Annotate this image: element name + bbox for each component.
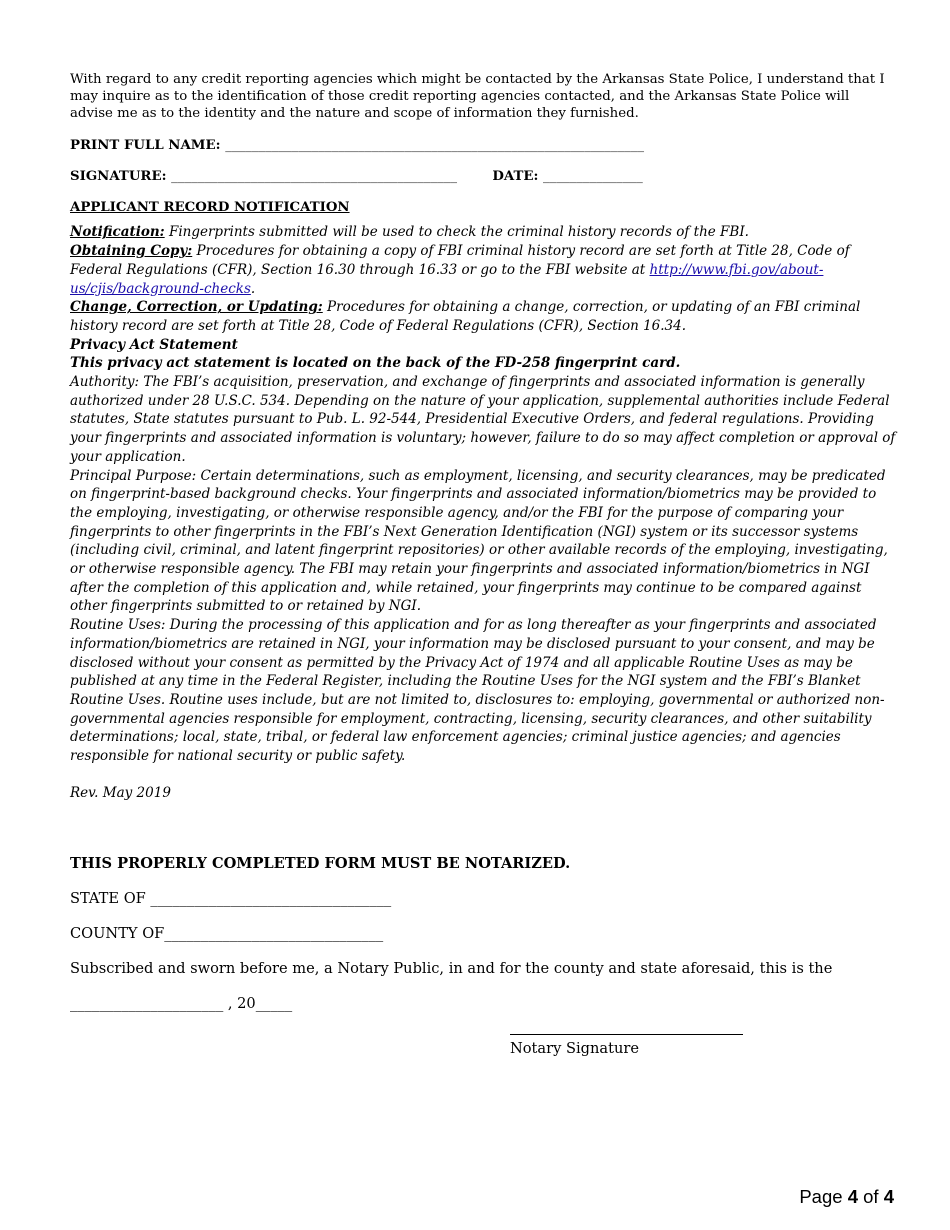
revision-date: Rev. May 2019 — [70, 784, 171, 801]
page-total: 4 — [883, 1186, 894, 1207]
state-of-field[interactable]: STATE OF _________________________________ — [70, 889, 392, 907]
change-correction-text: Procedures for obtaining a change, correction, or updating of an FBI criminal history record are set forth at Title 28, Code of Federal Regulations (CFR), Section 16.34. — [70, 299, 861, 334]
obtaining-copy-end: . — [250, 280, 256, 297]
notary-signature-line[interactable] — [510, 1034, 743, 1035]
notification-paragraph — [70, 223, 896, 242]
page-prefix: Page — [799, 1186, 848, 1207]
notary-date-field[interactable]: _____________________ , 20_____ — [70, 994, 293, 1012]
county-of-field[interactable]: COUNTY OF______________________________ — [70, 924, 384, 942]
print-full-name-row — [70, 138, 896, 153]
signature-line[interactable]: ___________________________________________ — [171, 169, 458, 185]
change-correction-label: Change, Correction, or Updating: — [70, 299, 323, 316]
fbi-background-checks-link[interactable]: http://www.fbi.gov/about-us/cjis/background-checks — [70, 261, 824, 297]
page-current: 4 — [847, 1186, 858, 1207]
notary-signature-block — [510, 1034, 743, 1057]
privacy-act-title: Privacy Act Statement — [70, 336, 238, 353]
signature-label: SIGNATURE: — [70, 169, 167, 185]
print-full-name-label: PRINT FULL NAME: — [70, 138, 221, 154]
subscribed-statement: Subscribed and sworn before me, a Notary Public, in and for the county and state aforesaid, this is the — [70, 959, 833, 977]
date-label: DATE: — [492, 169, 539, 185]
date-line[interactable]: _______________ — [543, 169, 643, 185]
signature-row — [70, 169, 896, 184]
change-correction-paragraph — [70, 298, 896, 335]
print-full-name-line[interactable]: _______________________________________________________________ — [225, 138, 645, 154]
obtaining-copy-paragraph — [70, 242, 896, 298]
page-number — [799, 1186, 894, 1208]
obtaining-copy-text: Procedures for obtaining a copy of FBI criminal history record are set forth at Title 28, Code of Federal Regulations (CFR), Section 16.30 through 16.33 or go to the FBI website at — [70, 243, 850, 278]
notification-body — [70, 223, 896, 765]
notification-text: Fingerprints submitted will be used to check the criminal history records of the FBI. — [164, 224, 749, 241]
intro-paragraph: With regard to any credit reporting agencies which might be contacted by the Arkansas State Police, I understand that I may inquire as to the identification of those credit reporting agencies contacted, and the Arkansas State Police will advise me as to the identity and the nature and scope of information they furnished. — [70, 72, 885, 121]
notarized-notice: THIS PROPERLY COMPLETED FORM MUST BE NOTARIZED. — [70, 854, 571, 872]
notification-label: Notification: — [70, 224, 165, 241]
page-mid: of — [857, 1186, 884, 1207]
obtaining-copy-label: Obtaining Copy: — [70, 243, 193, 260]
principal-purpose-paragraph: Principal Purpose: Certain determinations, such as employment, licensing, and security clearances, may be predicated on fingerprint-based background checks. Your fingerprints and associated information/biometrics may be provided to the employing, investigating, or otherwise responsible agency, and/or the FBI for the purpose of comparing your fingerprints to other fingerprints in the FBI’s Next Generation Identification (NGI) system or its successor systems (including civil, criminal, and latent fingerprint repositories) or other available records of the employing, investigating, or otherwise responsible agency. The FBI may retain your fingerprints and associated information/biometrics in NGI after the completion of this application and, while retained, your fingerprints may continue to be compared against other fingerprints submitted to or retained by NGI. — [70, 467, 888, 615]
privacy-act-location: This privacy act statement is located on the back of the FD-258 fingerprint card. — [70, 355, 681, 372]
applicant-record-notification-heading: APPLICANT RECORD NOTIFICATION — [70, 200, 350, 216]
routine-uses-paragraph: Routine Uses: During the processing of this application and for as long thereafter as your fingerprints and associated information/biometrics are retained in NGI, your information may be disclosed pursuant to your consent, and may be disclosed without your consent as permitted by the Privacy Act of 1974 and all applicable Routine Uses as may be published at any time in the Federal Register, including the Routine Uses for the NGI system and the FBI’s Blanket Routine Uses. Routine uses include, but are not limited to, disclosures to: employing, governmental or authorized non-governmental agencies responsible for employment, contracting, licensing, security clearances, and other suitability determinations; local, state, tribal, or federal law enforcement agencies; criminal justice agencies; and agencies responsible for national security or public safety. — [70, 617, 885, 765]
authority-paragraph: Authority: The FBI’s acquisition, preservation, and exchange of fingerprints and associated information is generally authorized under 28 U.S.C. 534. Depending on the nature of your application, supplemental authorities include Federal statutes, State statutes pursuant to Pub. L. 92-544, Presidential Executive Orders, and federal regulations. Providing your fingerprints and associated information is voluntary; however, failure to do so may affect completion or approval of your application. — [70, 374, 896, 465]
document-page — [70, 72, 896, 1057]
notary-signature-label: Notary Signature — [510, 1039, 639, 1057]
